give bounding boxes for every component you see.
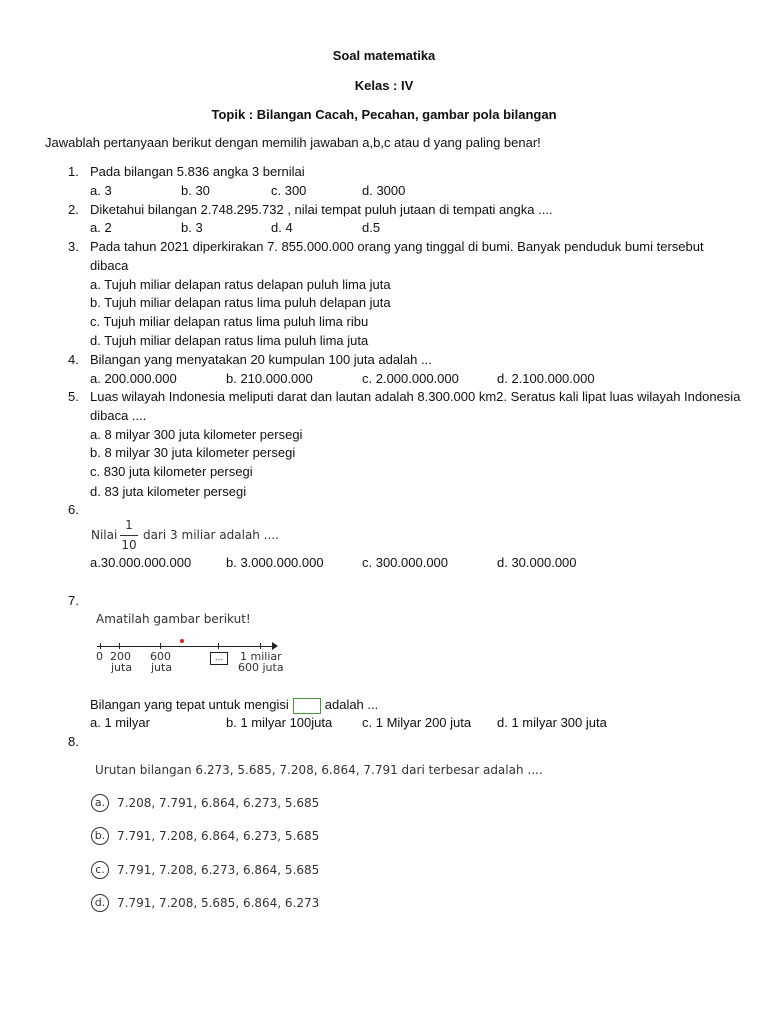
option-b: b. 30 (181, 183, 210, 198)
option-b-marker: b. (91, 827, 109, 845)
fraction-suffix: dari 3 miliar adalah .... (143, 528, 279, 542)
option-a: a. Tujuh miliar delapan ratus delapan puluh lima juta (90, 277, 391, 292)
option-a: a. 1 milyar (90, 715, 150, 730)
option-b: b. Tujuh miliar delapan ratus lima puluh delapan juta (90, 295, 391, 310)
axis-label-600-unit: juta (151, 661, 173, 674)
tick-mark (160, 643, 161, 649)
axis-label-200: 200 (110, 650, 131, 663)
class-label: Kelas : IV (354, 78, 414, 93)
marker-dot (180, 639, 184, 643)
option-d: 7.791, 7.208, 5.685, 6.864, 6.273 (117, 896, 320, 910)
option-d: d. 2.100.000.000 (497, 371, 595, 386)
axis-label-end-1: 1 miliar (240, 650, 282, 663)
tick-mark (119, 643, 120, 649)
question-text-after: adalah ... (324, 697, 379, 712)
fraction-numerator: 1 (125, 518, 133, 532)
option-c-marker: c. (91, 861, 109, 879)
option-b: b. 210.000.000 (226, 371, 313, 386)
option-d: d. 3000 (362, 183, 406, 198)
option-b: b. 3 (181, 220, 203, 235)
option-c: c. 300.000.000 (362, 555, 449, 570)
question-number: 2. (68, 202, 79, 217)
image-title: Amatilah gambar berikut! (96, 612, 251, 626)
tick-mark (100, 643, 101, 649)
fraction-denominator: 10 (121, 538, 137, 552)
option-a: a. 3 (90, 183, 112, 198)
question-number: 1. (68, 164, 79, 179)
topic-label: Topik : Bilangan Cacah, Pecahan, gambar pola bilangan (211, 107, 557, 122)
axis-label-end-2: 600 juta (238, 661, 284, 674)
question-text-cont: dibaca .... (90, 408, 147, 423)
question-text: Bilangan yang menyatakan 20 kumpulan 100 juta adalah ... (90, 352, 432, 367)
option-c: c. Tujuh miliar delapan ratus lima puluh lima ribu (90, 314, 369, 329)
option-c: c. 300 (271, 183, 307, 198)
option-c: 7.791, 7.208, 6.273, 6.864, 5.685 (117, 863, 320, 877)
option-a: a. 200.000.000 (90, 371, 177, 386)
option-a: a. 2 (90, 220, 112, 235)
question-text: Pada bilangan 5.836 angka 3 bernilai (90, 164, 305, 179)
option-d: d.5 (362, 220, 381, 235)
tick-mark (218, 643, 219, 649)
tick-mark (260, 643, 261, 649)
fraction-bar (120, 535, 138, 536)
option-b: 7.791, 7.208, 6.864, 6.273, 5.685 (117, 829, 320, 843)
number-line-axis (97, 646, 275, 647)
answer-box (293, 698, 321, 714)
question-text-cont: dibaca (90, 258, 129, 273)
question-text: Diketahui bilangan 2.748.295.732 , nilai tempat puluh jutaan di tempati angka .... (90, 202, 553, 217)
option-d: d. 83 juta kilometer persegi (90, 484, 247, 499)
question-text: Urutan bilangan 6.273, 5.685, 7.208, 6.864, 7.791 dari terbesar adalah .... (95, 763, 543, 777)
option-c: d. 4 (271, 220, 293, 235)
option-c: c. 1 Milyar 200 juta (362, 715, 472, 730)
option-a-marker: a. (91, 794, 109, 812)
option-a: a.30.000.000.000 (90, 555, 192, 570)
question-text: Pada tahun 2021 diperkirakan 7. 855.000.000 orang yang tinggal di bumi. Banyak penduduk bumi tersebut (90, 239, 704, 254)
worksheet-title: Soal matematika (332, 48, 436, 63)
question-text: Luas wilayah Indonesia meliputi darat dan lautan adalah 8.300.000 km2. Seratus kali lipat luas wilayah Indonesia (90, 389, 741, 404)
axis-label-0: 0 (96, 650, 103, 663)
option-c: c. 830 juta kilometer persegi (90, 464, 253, 479)
instruction-text: Jawablah pertanyaan berikut dengan memilih jawaban a,b,c atau d yang paling benar! (45, 135, 541, 150)
option-a: a. 8 milyar 300 juta kilometer persegi (90, 427, 303, 442)
question-number: 4. (68, 352, 79, 367)
axis-label-600: 600 (150, 650, 171, 663)
option-d-marker: d. (91, 894, 109, 912)
option-b: b. 3.000.000.000 (226, 555, 324, 570)
blank-box: ... (210, 652, 228, 665)
option-c: c. 2.000.000.000 (362, 371, 459, 386)
option-a: 7.208, 7.791, 6.864, 6.273, 5.685 (117, 796, 320, 810)
option-b: b. 8 milyar 30 juta kilometer persegi (90, 445, 296, 460)
question-number: 8. (68, 734, 79, 749)
question-number: 5. (68, 389, 79, 404)
arrow-icon (272, 642, 278, 650)
option-d: d. 1 milyar 300 juta (497, 715, 607, 730)
fraction-prefix: Nilai (91, 528, 118, 542)
question-number: 3. (68, 239, 79, 254)
axis-label-200-unit: juta (111, 661, 133, 674)
question-number: 7. (68, 593, 79, 608)
question-number: 6. (68, 502, 79, 517)
option-b: b. 1 milyar 100juta (226, 715, 333, 730)
question-text-before: Bilangan yang tepat untuk mengisi (90, 697, 289, 712)
option-d: d. 30.000.000 (497, 555, 577, 570)
question-text (90, 697, 378, 714)
option-d: d. Tujuh miliar delapan ratus lima puluh lima juta (90, 333, 369, 348)
